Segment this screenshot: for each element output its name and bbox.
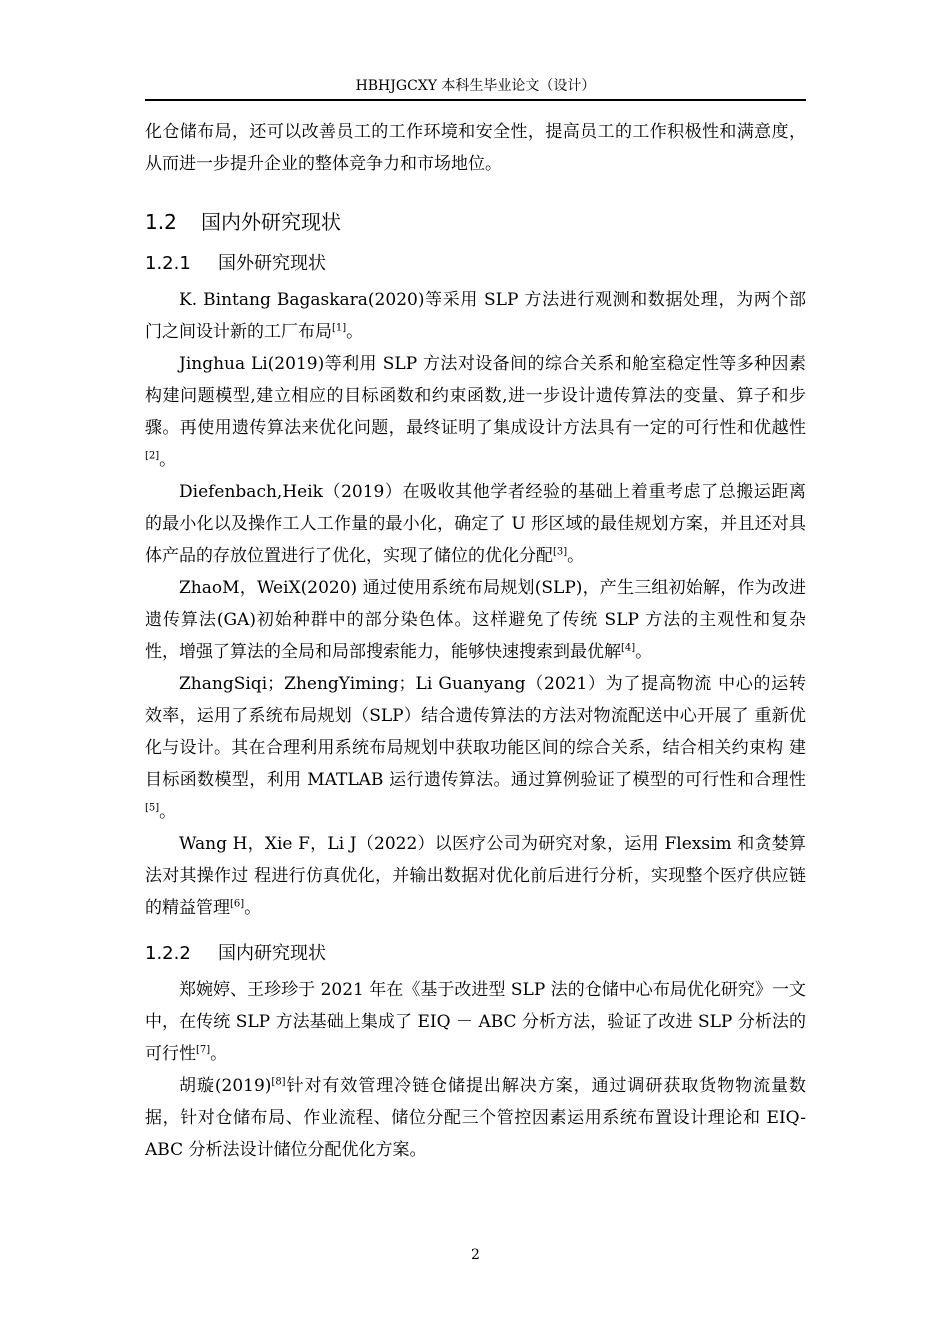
paragraph-tail: 。 bbox=[346, 322, 364, 342]
section-number: 1.2 bbox=[145, 210, 177, 234]
citation-ref: [1] bbox=[332, 322, 347, 334]
subsection-heading-foreign bbox=[145, 248, 806, 280]
paragraph-lead: 胡璇(2019) bbox=[179, 1076, 272, 1096]
subsection-heading-domestic bbox=[145, 938, 806, 970]
running-header: HBHJGCXY 本科生毕业论文（设计） bbox=[355, 78, 596, 94]
paragraph-tail: 。 bbox=[159, 450, 177, 470]
paragraph-text: Diefenbach,Heik（2019）在吸收其他学者经验的基础上着重考虑了总搬运距离的最小化以及操作工人工作量的最小化，确定了 U 形区域的最佳规划方案，并且还对具体产品的存放位置进行了优化，实现了储位的优化分配 bbox=[145, 482, 806, 566]
citation-ref: [2] bbox=[145, 450, 160, 462]
paragraph-foreign-5 bbox=[145, 668, 806, 828]
citation-ref: [8] bbox=[271, 1076, 286, 1088]
paragraph-foreign-1 bbox=[145, 284, 806, 348]
citation-ref: [4] bbox=[621, 642, 636, 654]
paragraph-text: ZhaoM，WeiX(2020) 通过使用系统布局规划(SLP)，产生三组初始解，作为改进遗传算法(GA)初始种群中的部分染色体。这样避免了传统 SLP 方法的主观性和复杂性，增强了算法的全局和局部搜索能力，能够快速搜索到最优解 bbox=[145, 578, 806, 662]
paragraph-text: Jinghua Li(2019)等利用 SLP 方法对设备间的综合关系和舱室稳定性等多种因素构建问题模型,建立相应的目标函数和约束函数,进一步设计遗传算法的变量、算子和步骤。再使用遗传算法来优化问题，最终证明了集成设计方法具有一定的可行性和优越性 bbox=[145, 354, 806, 438]
subsection-number: 1.2.1 bbox=[145, 253, 191, 274]
paragraph-text: Wang H，Xie F，Li J（2022）以医疗公司为研究对象，运用 Flexsim 和贪婪算法对其操作过 程进行仿真优化，并输出数据对优化前后进行分析，实现整个医疗供应链的精益管理 bbox=[145, 834, 806, 918]
citation-ref: [7] bbox=[196, 1044, 211, 1056]
paragraph-tail: 。 bbox=[244, 898, 262, 918]
citation-ref: [6] bbox=[230, 898, 245, 910]
paragraph-tail: 。 bbox=[567, 546, 585, 566]
paragraph-foreign-3 bbox=[145, 476, 806, 572]
paragraph-tail: 。 bbox=[635, 642, 653, 662]
body-text bbox=[145, 116, 806, 1166]
paragraph-text: 针对有效管理冷链仓储提出解决方案，通过调研获取货物物流量数据，针对仓储布局、作业流程、储位分配三个管控因素运用系统布置设计理论和 EIQ-ABC 分析法设计储位分配优化方案。 bbox=[145, 1076, 806, 1160]
subsection-title: 国内研究现状 bbox=[218, 943, 326, 964]
subsection-number: 1.2.2 bbox=[145, 943, 191, 964]
paragraph-domestic-1 bbox=[145, 974, 806, 1070]
paragraph-domestic-2 bbox=[145, 1070, 806, 1166]
continuation-paragraph: 化仓储布局，还可以改善员工的工作环境和安全性，提高员工的工作积极性和满意度，从而进一步提升企业的整体竞争力和市场地位。 bbox=[145, 122, 806, 174]
paragraph-text: ZhangSiqi；ZhengYiming；Li Guanyang（2021）为了提高物流 中心的运转效率，运用了系统布局规划（SLP）结合遗传算法的方法对物流配送中心开展了 重新优化与设计。其在合理利用系统布局规划中获取功能区间的综合关系，结合相关约束构 建目标函数模型，利用 MATLAB 运行遗传算法。通过算例验证了模型的可行性和合理性 bbox=[145, 674, 806, 790]
subsection-title: 国外研究现状 bbox=[218, 253, 326, 274]
paragraph-foreign-4 bbox=[145, 572, 806, 668]
paragraph-foreign-2 bbox=[145, 348, 806, 476]
paragraph-text: K. Bintang Bagaskara(2020)等采用 SLP 方法进行观测和数据处理，为两个部门之间设计新的工厂布局 bbox=[145, 290, 806, 342]
section-title: 国内外研究现状 bbox=[201, 210, 341, 234]
citation-ref: [5] bbox=[145, 802, 160, 814]
citation-ref: [3] bbox=[553, 546, 568, 558]
paragraph-text: 郑婉婷、王珍珍于 2021 年在《基于改进型 SLP 法的仓储中心布局优化研究》一文中，在传统 SLP 方法基础上集成了 EIQ － ABC 分析方法，验证了改进 SLP 分析法的可行性 bbox=[145, 980, 806, 1064]
paragraph-tail: 。 bbox=[210, 1044, 228, 1064]
paragraph-tail: 。 bbox=[159, 802, 177, 822]
paragraph-foreign-6 bbox=[145, 828, 806, 924]
section-heading bbox=[145, 206, 806, 238]
page-number: 2 bbox=[471, 1247, 480, 1263]
header-rule bbox=[145, 99, 806, 101]
